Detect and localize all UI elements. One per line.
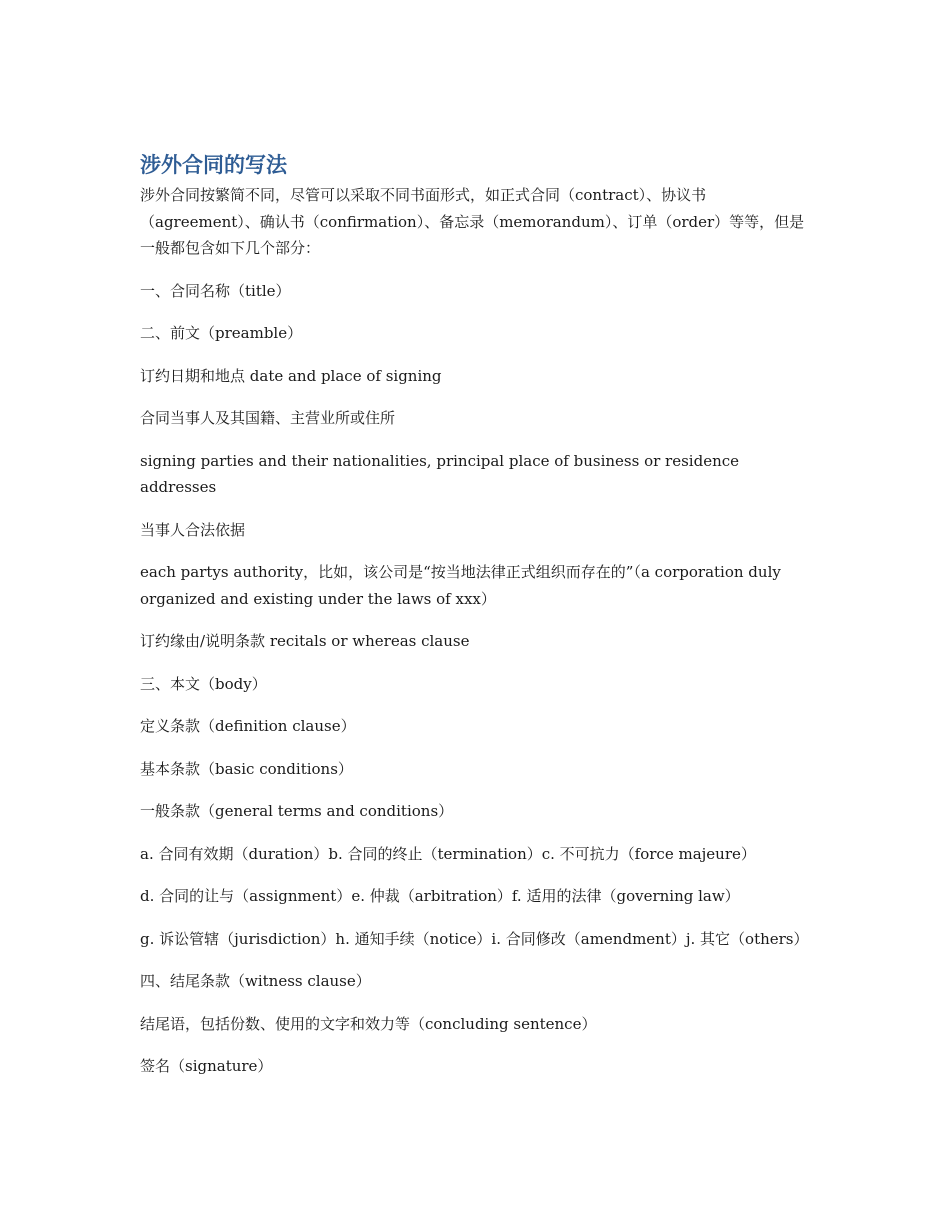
preamble-parties-cn: 合同当事人及其国籍、主营业所或住所 — [140, 409, 396, 427]
section-witness-heading: 四、结尾条款（witness clause） — [140, 972, 371, 990]
general-terms-list-ghij: g. 诉讼管辖（jurisdiction）h. 通知手续（notice）i. 合同修改（amendment）j. 其它（others） — [140, 929, 809, 948]
intro-paragraph: 涉外合同按繁简不同，尽管可以采取不同书面形式，如正式合同（contract）、协议书（agreement）、确认书（confirmation）、备忘录（memorandum）、订单（order）等等，但是一般都包含如下几个部分： — [140, 186, 805, 257]
preamble-recitals: 订约缘由/说明条款 recitals or whereas clause — [140, 632, 470, 650]
section-preamble-heading: 二、前文（preamble） — [140, 324, 303, 342]
general-terms-list-abc: a. 合同有效期（duration）b. 合同的终止（termination）c. 不可抗力（force majeure） — [140, 844, 756, 863]
witness-signature: 签名（signature） — [140, 1057, 273, 1075]
section-title-heading: 一、合同名称（title） — [140, 281, 291, 300]
document-title: 涉外合同的写法 — [140, 153, 287, 177]
witness-concluding-sentence: 结尾语，包括份数、使用的文字和效力等（concluding sentence） — [140, 1014, 597, 1033]
body-basic-conditions: 基本条款（basic conditions） — [140, 759, 353, 778]
body-general-terms: 一般条款（general terms and conditions） — [140, 802, 454, 820]
preamble-parties-en: signing parties and their nationalities, principal place of business or residence addresses — [140, 451, 740, 496]
general-terms-list-def: d. 合同的让与（assignment）e. 仲裁（arbitration）f. 适用的法律（governing law） — [140, 887, 740, 905]
preamble-date-place: 订约日期和地点 date and place of signing — [140, 366, 442, 385]
section-body-heading: 三、本文（body） — [140, 674, 267, 693]
document-page — [140, 150, 815, 1096]
preamble-authority-cn: 当事人合法依据 — [140, 520, 246, 539]
preamble-authority-en: each partys authority，比如，该公司是“按当地法律正式组织而存在的”（a corporation duly organized and existing under the laws of xxx） — [140, 563, 781, 608]
body-definition-clause: 定义条款（definition clause） — [140, 717, 356, 735]
